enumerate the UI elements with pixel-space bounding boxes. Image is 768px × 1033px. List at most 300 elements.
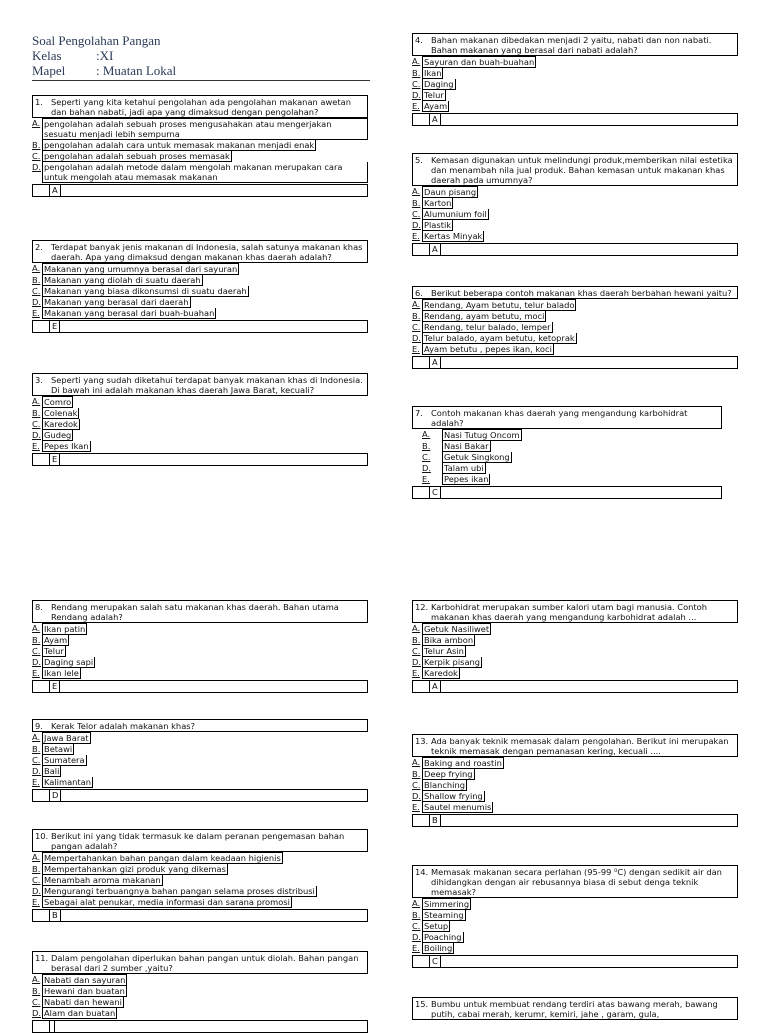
question-text-row	[32, 373, 368, 396]
option-text: Makanan yang berasal dari daerah	[44, 297, 189, 307]
option-letter: B.	[32, 140, 41, 150]
option-row	[32, 275, 368, 286]
option-letter: B.	[412, 910, 421, 920]
option-letter: E.	[32, 441, 40, 451]
option-letter: B.	[32, 986, 41, 996]
option-letter: B.	[412, 68, 421, 78]
option-letter: C.	[32, 646, 41, 656]
option-row	[412, 198, 738, 209]
question-text-row	[412, 153, 738, 186]
question-number: 5.	[415, 155, 423, 165]
question-number: 12.	[415, 602, 429, 612]
option-row	[32, 419, 368, 430]
option-text: Makanan yang biasa dikonsumsi di suatu daerah	[44, 286, 247, 296]
question-10	[32, 829, 368, 922]
answer-row	[412, 680, 738, 693]
option-text: Rendang, ayam betutu, moci	[424, 311, 545, 321]
question-number: 8.	[35, 602, 43, 612]
option-letter: B.	[412, 311, 421, 321]
question-number: 2.	[35, 242, 43, 252]
option-text: Ayam betutu , pepes ikan, koci	[424, 344, 552, 354]
answer-key: E	[49, 681, 60, 692]
option-row	[412, 463, 722, 474]
option-letter: E.	[32, 668, 40, 678]
option-text: Ayam	[44, 635, 68, 645]
option-letter: B.	[32, 275, 41, 285]
question-text-row	[32, 95, 368, 118]
option-row	[412, 186, 738, 198]
option-text: Ayam	[424, 101, 448, 111]
option-row	[32, 118, 368, 140]
question-13	[412, 734, 738, 827]
question-text: Seperti yang kita ketahui pengolahan ada pengolahan makanan awetan dan bahan nabati, jadi apa yang dimaksud dengan pengolahan?	[51, 97, 351, 117]
option-row	[412, 802, 738, 813]
option-letter: D.	[412, 657, 422, 667]
option-text: Nabati dan sayuran	[44, 975, 126, 985]
option-letter: A.	[32, 732, 41, 742]
option-text: Baking and roastin	[424, 758, 502, 768]
answer-row	[32, 680, 368, 693]
option-row	[32, 635, 368, 646]
option-row	[412, 932, 738, 943]
option-text: Bika ambon	[424, 635, 474, 645]
option-letter: E.	[412, 231, 420, 241]
option-text: Setup	[424, 921, 449, 931]
option-row	[32, 886, 368, 897]
option-text: Rendang, Ayam betutu, telur balado	[424, 300, 575, 310]
document-title: Soal Pengolahan Pangan	[32, 33, 161, 48]
option-row	[32, 297, 368, 308]
option-text: Nasi Tutug Oncom	[444, 430, 520, 440]
answer-key: A	[429, 244, 441, 255]
option-letter: C.	[412, 780, 421, 790]
option-text: Sayuran dan buah-buahan	[424, 57, 535, 67]
option-text: Colenak	[44, 408, 78, 418]
option-letter: D.	[412, 90, 422, 100]
answer-row	[412, 814, 738, 827]
option-row	[32, 430, 368, 441]
option-row	[32, 1008, 368, 1019]
option-letter: E.	[32, 308, 40, 318]
option-row	[412, 791, 738, 802]
option-text: Shallow frying	[424, 791, 483, 801]
answer-row	[412, 486, 722, 499]
question-12	[412, 600, 738, 693]
answer-key: E	[49, 454, 60, 465]
option-text: pengolahan adalah metode dalam mengolah makanan merupakan cara untuk mengolah atau memasak makanan	[42, 162, 368, 183]
option-letter: D.	[412, 932, 422, 942]
answer-row	[412, 356, 738, 369]
option-text: Deep frying	[424, 769, 473, 779]
option-row	[412, 646, 738, 657]
option-row	[32, 864, 368, 875]
option-row	[412, 209, 738, 220]
option-row	[412, 441, 722, 452]
option-letter: E.	[412, 802, 420, 812]
option-text: Karedok	[424, 668, 458, 678]
answer-key: A	[49, 185, 61, 196]
option-row	[412, 101, 738, 112]
question-text-row	[32, 829, 368, 852]
question-15	[412, 997, 738, 1020]
option-text: Gudeg	[44, 430, 72, 440]
option-letter: D.	[32, 297, 42, 307]
option-letter: E.	[412, 668, 420, 678]
question-text: Dalam pengolahan diperlukan bahan pangan untuk diolah. Bahan pangan berasal dari 2 sumber ,yaitu?	[51, 953, 359, 973]
option-letter: D.	[32, 766, 42, 776]
option-row	[32, 151, 368, 162]
question-2	[32, 240, 368, 333]
option-row	[412, 474, 722, 485]
option-letter: C.	[32, 286, 41, 296]
option-text: Pepes ikan	[444, 474, 489, 484]
option-text: pengolahan adalah sebuah proses mengusahakan atau mengerjakan sesuatu menjadi lebih sempurna	[42, 118, 368, 140]
option-text: Blanching	[424, 780, 465, 790]
option-text: Pepes Ikan	[44, 441, 89, 451]
option-letter: B.	[412, 769, 421, 779]
option-row	[412, 311, 738, 322]
option-text: Steaming	[424, 910, 464, 920]
option-row	[412, 668, 738, 679]
question-text-row	[32, 719, 368, 732]
question-3	[32, 373, 368, 466]
option-text: Sautel menumis	[424, 802, 492, 812]
option-row	[412, 635, 738, 646]
question-text-row	[412, 734, 738, 757]
option-letter: A.	[412, 623, 421, 633]
option-row	[32, 744, 368, 755]
question-text-row	[412, 406, 722, 429]
option-text: Getuk Singkong	[444, 452, 510, 462]
option-text: Alam dan buatan	[44, 1008, 116, 1018]
question-6	[412, 286, 738, 369]
question-number: 7.	[415, 408, 423, 418]
answer-row	[32, 320, 368, 333]
option-text: Kertas Minyak	[424, 231, 483, 241]
option-letter: A.	[32, 263, 41, 273]
option-letter: C.	[32, 997, 41, 1007]
option-letter: E.	[412, 943, 420, 953]
option-letter: A.	[412, 898, 421, 908]
option-row	[32, 441, 368, 452]
option-letter: D.	[32, 1008, 42, 1018]
option-text: Poaching	[424, 932, 462, 942]
answer-row	[32, 789, 368, 802]
answer-row	[32, 909, 368, 922]
question-11	[32, 951, 368, 1033]
option-letter: B.	[32, 864, 41, 874]
question-text: Karbohidrat merupakan sumber kalori utam bagi manusia. Contoh makanan khas daerah yang mengandung karbohidrat adalah ...	[431, 602, 708, 622]
option-letter: B.	[32, 744, 41, 754]
question-text-row	[412, 600, 738, 623]
option-text: pengolahan adalah sebuah proses memasak	[44, 151, 230, 161]
option-text: Sebagai alat penukar, media informasi dan sarana promosi	[44, 897, 290, 907]
question-number: 10.	[35, 831, 49, 841]
question-text-row	[32, 240, 368, 263]
option-row	[412, 943, 738, 954]
question-5	[412, 153, 738, 256]
option-letter: A.	[32, 396, 41, 406]
option-row	[412, 898, 738, 910]
option-letter: D.	[412, 220, 422, 230]
answer-row	[32, 184, 368, 197]
mapel-label: Mapel	[32, 63, 66, 78]
option-text: Telur Asin	[424, 646, 464, 656]
mapel-row	[32, 63, 372, 78]
option-row	[32, 766, 368, 777]
option-row	[32, 732, 368, 744]
option-row	[412, 299, 738, 311]
option-letter: C.	[32, 755, 41, 765]
answer-row	[412, 955, 738, 968]
option-text: Simmering	[424, 899, 470, 909]
question-number: 13.	[415, 736, 429, 746]
question-number: 15.	[415, 999, 429, 1009]
option-text: Makanan yang berasal dari buah-buahan	[44, 308, 215, 318]
option-letter: D.	[412, 791, 422, 801]
option-letter: E.	[422, 474, 430, 484]
option-row	[412, 657, 738, 668]
option-row	[32, 408, 368, 419]
option-text: Karedok	[44, 419, 78, 429]
option-row	[412, 333, 738, 344]
document-header	[32, 33, 372, 78]
option-row	[32, 875, 368, 886]
option-row	[32, 396, 368, 408]
option-letter: E.	[32, 897, 40, 907]
answer-key: D	[49, 790, 61, 801]
option-letter: E.	[412, 101, 420, 111]
question-text-row	[412, 286, 738, 299]
option-row	[32, 140, 368, 151]
option-text: Getuk Nasiliwet	[424, 624, 490, 634]
option-row	[32, 777, 368, 788]
option-row	[412, 769, 738, 780]
option-letter: C.	[412, 921, 421, 931]
option-row	[32, 897, 368, 908]
option-row	[412, 90, 738, 101]
option-letter: A.	[412, 56, 421, 66]
question-number: 14.	[415, 867, 429, 877]
option-letter: C.	[32, 419, 41, 429]
answer-row	[412, 243, 738, 256]
question-text-row	[412, 33, 738, 56]
mapel-value: : Muatan Lokal	[96, 63, 177, 78]
kelas-label: Kelas	[32, 48, 62, 63]
option-row	[32, 657, 368, 668]
option-row	[412, 322, 738, 333]
option-row	[32, 668, 368, 679]
question-number: 6.	[415, 288, 423, 298]
question-text: Rendang merupakan salah satu makanan khas daerah. Bahan utama Rendang adalah?	[51, 602, 339, 622]
option-row	[32, 755, 368, 766]
question-9	[32, 719, 368, 802]
option-letter: D.	[32, 162, 42, 172]
option-text: Plastik	[424, 220, 452, 230]
option-row	[32, 286, 368, 297]
option-row	[412, 623, 738, 635]
option-text: Alumunium foil	[424, 209, 487, 219]
option-text: Comro	[44, 397, 72, 407]
option-row	[412, 79, 738, 90]
option-text: Mengurangi terbuangnya bahan pangan selama proses distribusi	[44, 886, 315, 896]
question-text: Memasak makanan secara perlahan (95-99 ⁰C) dengan sedikit air dan dihidangkan dengan air rebusannya biasa di sebut denga teknik memasak?	[431, 867, 722, 897]
option-row	[32, 986, 368, 997]
header-divider	[32, 80, 370, 81]
option-letter: C.	[412, 209, 421, 219]
question-14	[412, 865, 738, 968]
option-letter: D.	[32, 886, 42, 896]
question-text: Terdapat banyak jenis makanan di Indonesia, salah satunya makanan khas daerah. Apa yang dimaksud dengan makanan khas daerah adalah?	[51, 242, 363, 262]
option-text: Ikan	[424, 68, 442, 78]
option-text: Nasi Bakar	[444, 441, 489, 451]
option-text: pengolahan adalah cara untuk memasak makanan menjadi enak	[44, 140, 315, 150]
question-text: Bumbu untuk membuat rendang terdiri atas bawang merah, bawang putih, cabai merah, kerumr, kemiri, jahe , garam, gula,	[431, 999, 718, 1019]
option-text: Daun pisang	[424, 187, 477, 197]
option-letter: D.	[32, 657, 42, 667]
option-row	[32, 162, 368, 183]
option-row	[412, 921, 738, 932]
option-row	[32, 263, 368, 275]
question-1	[32, 95, 368, 197]
option-letter: B.	[32, 408, 41, 418]
answer-key	[49, 1021, 55, 1032]
option-letter: A.	[412, 757, 421, 767]
option-row	[412, 220, 738, 231]
question-text: Contoh makanan khas daerah yang mengandung karbohidrat adalah?	[431, 408, 688, 428]
question-text: Berikut beberapa contoh makanan khas daerah berbahan hewani yaitu?	[431, 288, 732, 298]
question-text-row	[32, 951, 368, 974]
option-text: Telur balado, ayam betutu, ketoprak	[424, 333, 575, 343]
option-letter: A.	[412, 299, 421, 309]
option-row	[412, 344, 738, 355]
question-text-row	[412, 997, 738, 1020]
question-number: 3.	[35, 375, 43, 385]
question-text: Bahan makanan dibedakan menjadi 2 yaitu, nabati dan non nabati. Bahan makanan yang berasal dari nabati adalah?	[431, 35, 712, 55]
option-text: Rendang, telur balado, lemper	[424, 322, 551, 332]
option-row	[32, 308, 368, 319]
option-letter: A.	[412, 186, 421, 196]
answer-key: B	[49, 910, 61, 921]
option-letter: A.	[32, 852, 41, 862]
option-text: Daging sapi	[44, 657, 94, 667]
question-number: 4.	[415, 35, 423, 45]
option-row	[32, 997, 368, 1008]
option-letter: C.	[412, 646, 421, 656]
option-letter: A.	[422, 429, 431, 439]
question-number: 9.	[35, 721, 43, 731]
option-text: Boiling	[424, 943, 453, 953]
question-number: 11.	[35, 953, 49, 963]
question-text: Kerak Telor adalah makanan khas?	[51, 721, 196, 731]
option-letter: B.	[412, 635, 421, 645]
option-letter: B.	[32, 635, 41, 645]
answer-row	[32, 453, 368, 466]
option-letter: E.	[32, 777, 40, 787]
answer-key: A	[429, 681, 441, 692]
option-text: Sumatera	[44, 755, 85, 765]
option-letter: C.	[32, 875, 41, 885]
answer-key: B	[429, 815, 441, 826]
option-text: Kalimantan	[44, 777, 92, 787]
option-letter: B.	[422, 441, 431, 451]
option-letter: C.	[412, 322, 421, 332]
question-text: Kemasan digunakan untuk melindungi produk,memberikan nilai estetika dan menambah nila jual produk. Bahan kemasan untuk makanan khas daerah pada umumnya?	[431, 155, 733, 185]
option-letter: C.	[32, 151, 41, 161]
option-letter: D.	[422, 463, 432, 473]
option-letter: B.	[412, 198, 421, 208]
option-row	[32, 852, 368, 864]
question-text: Berikut ini yang tidak termasuk ke dalam peranan pengemasan bahan pangan adalah?	[51, 831, 345, 851]
option-row	[32, 646, 368, 657]
option-text: Bali	[44, 766, 60, 776]
question-text-row	[412, 865, 738, 898]
option-row	[32, 974, 368, 986]
option-text: Telur	[44, 646, 64, 656]
option-text: Karton	[424, 198, 452, 208]
option-text: Kerpik pisang	[424, 657, 481, 667]
option-letter: C.	[422, 452, 431, 462]
option-text: Makanan yang umumnya berasal dari sayuran	[44, 264, 238, 274]
question-4	[412, 33, 738, 126]
option-row	[412, 452, 722, 463]
option-text: Ikan lele	[44, 668, 79, 678]
option-text: Menambah aroma makanan	[44, 875, 161, 885]
option-row	[412, 429, 722, 441]
option-text: Daging	[424, 79, 454, 89]
question-number: 1.	[35, 97, 43, 107]
option-row	[412, 910, 738, 921]
answer-key: C	[429, 956, 441, 967]
question-8	[32, 600, 368, 693]
answer-key: C	[429, 487, 441, 498]
kelas-row	[32, 48, 372, 63]
option-letter: D.	[412, 333, 422, 343]
answer-key: A	[429, 114, 441, 125]
option-letter: C.	[412, 79, 421, 89]
kelas-value: :XI	[96, 48, 114, 63]
option-row	[412, 757, 738, 769]
question-text-row	[32, 600, 368, 623]
option-text: Jawa Barat	[44, 733, 89, 743]
option-letter: A.	[32, 974, 41, 984]
answer-key: A	[429, 357, 441, 368]
question-text: Seperti yang sudah diketahui terdapat banyak makanan khas di Indonesia. Di bawah ini adalah makanan khas daerah Jawa Barat, kecuali?	[51, 375, 363, 395]
option-letter: A.	[32, 118, 41, 128]
option-text: Betawi	[44, 744, 73, 754]
option-text: Mempertahankan gizi produk yang dikemas	[44, 864, 226, 874]
option-text: Hewani dan buatan	[44, 986, 125, 996]
option-text: Makanan yang diolah di suatu daerah	[44, 275, 201, 285]
option-text: Mempertahankan bahan pangan dalam keadaan higienis	[44, 853, 281, 863]
option-row	[412, 231, 738, 242]
option-text: Telur	[424, 90, 444, 100]
question-7	[412, 406, 722, 499]
option-row	[412, 68, 738, 79]
option-letter: A.	[32, 623, 41, 633]
option-text: Nabati dan hewani	[44, 997, 122, 1007]
option-text: Talam ubi	[444, 463, 484, 473]
option-letter: D.	[32, 430, 42, 440]
option-row	[32, 623, 368, 635]
option-row	[412, 56, 738, 68]
option-letter: E.	[412, 344, 420, 354]
option-row	[412, 780, 738, 791]
answer-key: E	[49, 321, 60, 332]
option-text: Ikan patin	[44, 624, 86, 634]
answer-row	[32, 1020, 368, 1033]
question-text: Ada banyak teknik memasak dalam pengolahan. Berikut ini merupakan teknik memasak dengan pemanasan kering, kecuali ....	[431, 736, 729, 756]
